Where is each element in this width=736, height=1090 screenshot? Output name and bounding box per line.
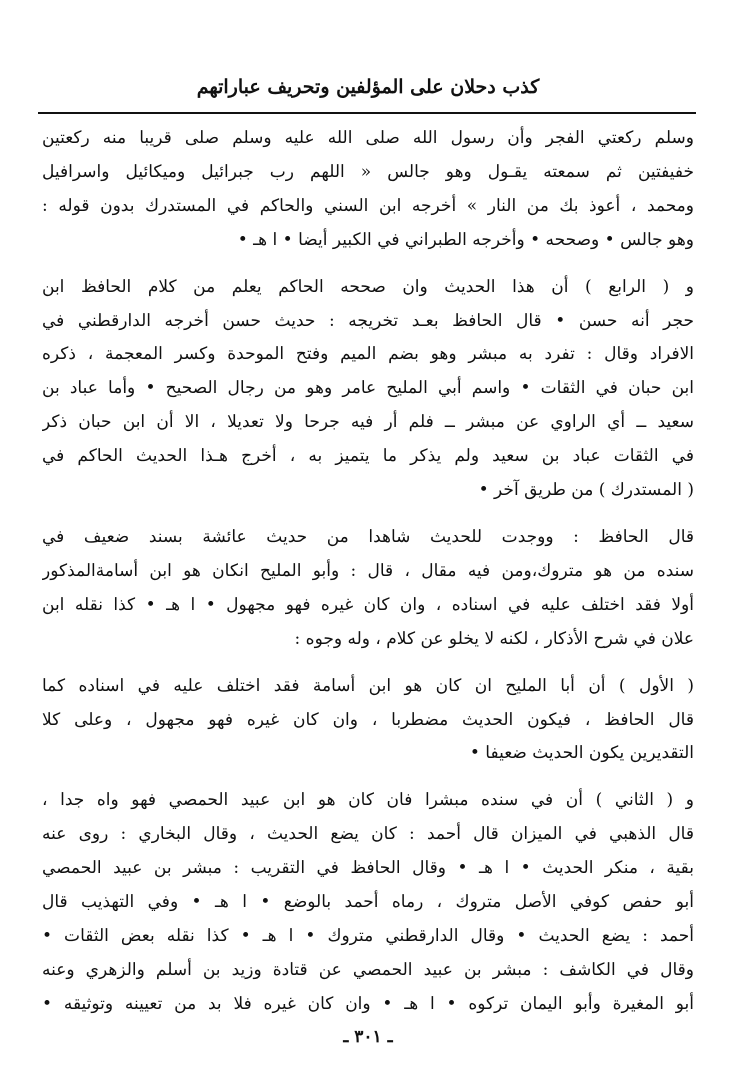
text-line: قال الذهبي في الميزان قال أحمد : كان يضع الحديث ، وقال البخاري : روى عنه [42, 824, 694, 845]
text-line: في الثقات عباد بن سعيد ولم يذكر ما يتميز به ، أخرج هـذا الحديث الحاكم في [42, 446, 694, 467]
text-line: وسلم ركعتي الفجر وأن رسول الله صلى الله عليه وسلم صلى قريبا منه ركعتين [42, 128, 694, 148]
text-line: وهو جالس • وصححه • وأخرجه الطبراني في الكبير أيضا • ا هـ • [237, 229, 694, 250]
text-line: أبو حفص كوفي الأصل متروك ، رماه أحمد بالوضع • ا هـ • وفي التهذيب قال [42, 892, 694, 913]
running-header-title: كذب دحلان على المؤلفين وتحريف عباراتهم [196, 76, 540, 98]
page-number: ـ ٣٠١ ـ [343, 1027, 393, 1047]
paragraph-5 [42, 784, 694, 1021]
text-line: خفيفتين ثم سمعته يقـول وهو جالس « اللهم رب جبرائيل وميكائيل واسرافيل [42, 161, 694, 182]
text-line: قال الحافظ ، فيكون الحديث مضطربا ، وان كان غيره فهو مجهول ، وعلى كلا [42, 709, 694, 730]
text-line: أبو المغيرة وأبو اليمان تركوه • ا هـ • وان كان غيره فلا بد من تعيينه وتوثيقه • [42, 993, 694, 1014]
text-line: ( الأول ) أن أبا المليح ان كان هو ابن أسامة فقد اختلف عليه في اسناده كما [42, 675, 694, 696]
text-line: ( المستدرك ) من طريق آخر • [478, 480, 694, 501]
text-line: وقال في الكاشف : مبشر بن عبيد الحمصي عن قتادة وزيد بن أسلم والزهري وعنه [42, 959, 694, 980]
text-line: بقية ، منكر الحديث • ا هـ • وقال الحافظ في التقريب : مبشر بن عبيد الحمصي [42, 858, 694, 879]
body-text [42, 122, 694, 1022]
text-line: علان في شرح الأذكار ، لكنه لا يخلو عن كلام ، وله وجوه : [294, 628, 694, 649]
text-line: حجر أنه حسن • قال الحافظ بعـد تخريجه : حديث حسن أخرجه الدارقطني في [42, 310, 694, 331]
text-line: ومحمد ، أعوذ بك من النار » أخرجه ابن السني والحاكم في المستدرك بدون قوله : [42, 195, 694, 216]
paragraph-4 [42, 670, 694, 772]
text-line: و ( الرابع ) أن هذا الحديث وان صححه الحاكم يعلم من كلام الحافظ ابن [42, 276, 694, 297]
text-line: الافراد وقال : تفرد به مبشر وهو بضم الميم وفتح الموحدة وكسر المعجمة ، ذكره [42, 344, 694, 365]
text-line: أولا فقد اختلف عليه في اسناده ، وان كان غيره فهو مجهول • ا هـ • كذا نقله ابن [42, 594, 694, 615]
text-line: سعيد ــ أي الراوي عن مبشر ــ فلم أر فيه جرحا ولا تعديلا ، الا أن ابن حبان ذكر [42, 412, 694, 433]
text-line: قال الحافظ : ووجدت للحديث شاهدا من حديث عائشة بسند ضعيف في [42, 526, 694, 547]
header-divider [38, 112, 696, 114]
paragraph-3 [42, 521, 694, 657]
text-line: التقديرين يكون الحديث ضعيفا • [469, 743, 694, 764]
paragraph-1 [42, 122, 694, 258]
text-line: ابن حبان في الثقات • واسم أبي المليح عامر وهو من رجال الصحيح • وأما عباد بن [42, 378, 694, 399]
text-line: و ( الثاني ) أن في سنده مبشرا فان كان هو ابن عبيد الحمصي فهو واه جدا ، [42, 790, 694, 811]
paragraph-2 [42, 271, 694, 508]
text-line: أحمد : يضع الحديث • وقال الدارقطني متروك • ا هـ • كذا نقله بعض الثقات • [42, 925, 694, 946]
text-line: سنده من هو متروك،ومن فيه مقال ، قال : وأبو المليح انكان هو ابن أسامةالمذكور [42, 560, 694, 581]
